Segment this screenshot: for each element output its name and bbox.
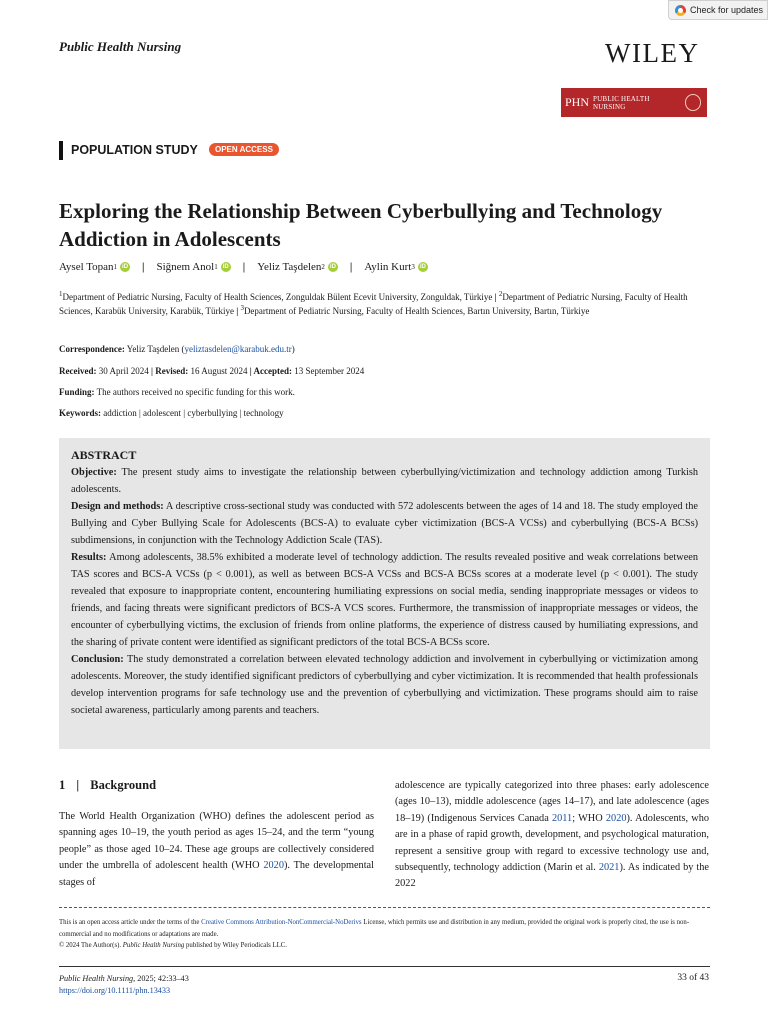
author[interactable]: Yeliz Taşdelen 2 iD	[257, 261, 336, 273]
author[interactable]: Aysel Topan 1 iD	[59, 261, 129, 273]
footer-citation	[59, 973, 189, 997]
citation-link[interactable]: 2021	[598, 862, 620, 874]
author[interactable]: Siğnem Anol 1 iD	[156, 261, 229, 273]
abstract-section-text: The study demonstrated a correlation between elevated technology addiction and involvement in cyberbullying or victimization among adolescents. Moreover, the study identified significant predictors of cyberbullying and cyber victimization. It is recommended that health professionals develop intervention programs for safe technology use and the prevention of cyberbullying and victimization. These programs should aim to raise societal awareness, particularly among parents and teachers.	[71, 654, 698, 716]
section-title: Background	[90, 778, 157, 792]
affiliation: Department of Pediatric Nursing, Faculty of Health Sciences, Zonguldak Bülent Ecevit University, Zonguldak, Türkiye	[62, 292, 493, 302]
affil-sup: 1	[59, 290, 63, 298]
body-text: ). As indicated by the 2022	[395, 862, 709, 890]
body-text: ). Adolescents, who are in a phase of rapid growth, development, and psychological maturation, represent a sensitive group with regard to excessive technology use and, subsequently, technology addiction (Marin et al.	[395, 812, 709, 874]
phn-logo-abbr: PHN	[565, 95, 590, 109]
author-name: Aylin Kurt	[364, 261, 412, 273]
author-separator: |	[349, 261, 353, 273]
publisher-logo[interactable]: WILEY	[605, 38, 700, 68]
correspondence-label: Correspondence:	[59, 344, 125, 354]
keywords-label: Keywords:	[59, 408, 101, 418]
funding	[59, 387, 295, 397]
abstract-section-text: A descriptive cross-sectional study was conducted with 572 adolescents between the ages of 14 and 18. The study employed the Bullying and Cyber Bullying Scale for Adolescents (BCS-A) to evaluate cyber victimization (BCS-A VCSs) and cyberbullying (BCS-A BCSs) subdimensions, in conjunction with the Technology Addiction Scale (TAS).	[71, 501, 698, 546]
citation-link[interactable]: 2020	[263, 860, 284, 872]
body-text: The World Health Organization (WHO) defines the adolescent period as spanning ages 10–19, the youth period as ages 15–24, and the term “young people” as those aged 10–24. These age groups are collectively considered under the umbrella of adolescent health (WHO	[59, 811, 374, 872]
journal-name: Public Health Nursing	[59, 39, 182, 54]
accepted-date: 13 September 2024	[294, 366, 365, 376]
article-title: Exploring the Relationship Between Cyberbullying and Technology Addiction in Adolescents	[59, 199, 663, 251]
phn-seal-icon	[685, 94, 701, 111]
citation-link[interactable]: 2011	[551, 812, 573, 824]
funding-label: Funding:	[59, 387, 95, 397]
footer-journal: Public Health Nursing	[59, 974, 134, 983]
article-type-bar	[59, 141, 63, 160]
keywords	[59, 408, 284, 418]
dates: Received: 30 April 2024 | Revised: 16 August 2024 | Accepted: 13 September 2024	[59, 366, 365, 376]
page-number: 33 of 43	[677, 973, 709, 983]
orcid-icon[interactable]: iD	[222, 264, 229, 270]
affil-sup: 2	[498, 290, 503, 298]
open-access-badge: OPEN ACCESS	[209, 143, 279, 156]
abstract-section-label: Design and methods:	[71, 501, 164, 512]
license-text: This is an open access article under the terms of the	[59, 919, 202, 926]
author-separator: |	[242, 261, 246, 273]
orcid-icon[interactable]: iD	[329, 264, 336, 270]
section-number: 1	[59, 778, 66, 792]
phn-logo-full: PUBLIC HEALTH NURSING	[593, 94, 650, 111]
abstract-section-label: Conclusion:	[71, 654, 124, 665]
article-type: POPULATION STUDY	[71, 143, 198, 157]
author-separator: |	[142, 261, 145, 273]
body-column-left	[59, 809, 374, 891]
abstract-section-text: The present study aims to investigate the relationship between cyberbullying/victimization and technology addiction among Turkish adolescents.	[71, 467, 699, 495]
license-notice	[59, 917, 710, 952]
affiliation: Department of Pediatric Nursing, Faculty of Health Sciences, Bartın University, Bartın, Türkiye	[243, 306, 590, 316]
revised-label: Revised:	[155, 366, 189, 376]
orcid-icon[interactable]: iD	[122, 264, 129, 270]
funding-text: The authors received no specific funding for this work.	[96, 387, 295, 397]
copyright-text: © 2024 The Author(s).	[59, 942, 123, 949]
abstract-section-label: Objective:	[71, 467, 117, 478]
phn-logo[interactable]	[561, 88, 707, 117]
abstract-box	[59, 438, 710, 749]
received-label: Received:	[59, 366, 97, 376]
affil-sup: 3	[240, 304, 244, 312]
correspondence-name: Yeliz Taşdelen	[126, 344, 180, 354]
body-text: ; WHO	[572, 812, 606, 824]
check-for-updates-label: Check for updates	[690, 5, 764, 15]
author[interactable]: Aylin Kurt 3 iD	[364, 261, 426, 273]
abstract-conclusion	[71, 651, 698, 719]
footer-volume: , 2025; 42:33–43	[133, 974, 189, 983]
section-heading: 1 | Background	[59, 778, 157, 792]
received-date: 30 April 2024	[98, 366, 149, 376]
correspondence: Correspondence: Yeliz Taşdelen (yeliztasdelen@karabuk.edu.tr)	[59, 344, 295, 354]
keywords-text: addiction | adolescent | cyberbullying | technology	[103, 408, 284, 418]
citation-link[interactable]: 2020	[605, 812, 627, 824]
body-text: adolescence are typically categorized into three phases: early adolescence (ages 10–13), middle adolescence (ages 14–17), and late adolescence (ages 18–19) (Indigenous Services Canada	[395, 780, 709, 824]
author-name: Aysel Topan	[59, 261, 114, 273]
affiliations: $^1$Department of Pediatric Nursing, Faculty of Health Sciences, Zonguldak Bülent Ecevit University, Zonguldak, Türkiye | $^2$Department of Pediatric Nursing, Faculty of Health Sciences, Karabük University, Karabük, Türkiye | $^3$Department of Pediatric Nursing, Faculty of Health Sciences, Bartın University, Bartın, Türkiye	[59, 290, 688, 316]
author-name: Siğnem Anol	[156, 261, 215, 273]
footer-divider	[59, 966, 710, 967]
abstract-results	[71, 549, 698, 651]
body-text: ). The developmental stages of	[59, 860, 374, 888]
license-link[interactable]: Creative Commons Attribution-NonCommercial-NoDerivs	[201, 919, 362, 926]
license-divider	[59, 907, 710, 908]
accepted-label: Accepted:	[253, 366, 292, 376]
orcid-icon[interactable]: iD	[419, 264, 426, 270]
check-for-updates-button[interactable]	[668, 0, 768, 20]
license-text: License, which permits use and distribution in any medium, provided the original work is properly cited, the use is non-commercial and no modifications or adaptations are made.	[59, 919, 690, 938]
revised-date: 16 August 2024	[190, 366, 248, 376]
doi-link[interactable]: https://doi.org/10.1111/phn.13433	[59, 986, 171, 995]
crossmark-icon	[675, 5, 686, 16]
correspondence-email[interactable]: yeliztasdelen@karabuk.edu.tr	[184, 344, 292, 354]
copyright-journal: Public Health Nursing	[122, 942, 185, 949]
abstract-section-label: Results:	[71, 552, 107, 563]
copyright-text: published by Wiley Periodicals LLC.	[184, 942, 288, 949]
abstract-methods	[71, 498, 698, 549]
abstract-heading: ABSTRACT	[71, 448, 137, 462]
author-list	[59, 261, 428, 273]
author-name: Yeliz Taşdelen	[257, 261, 322, 273]
abstract-objective	[71, 464, 698, 498]
abstract-section-text: Among adolescents, 38.5% exhibited a moderate level of technology addiction. The results revealed positive and weak correlations between TAS scores and BCS-A VCSs (p < 0.001), as well as between BCS-A VCSs and BCS-A BCSs scores at a moderate level (p < 0.001). The study revealed that exposure to inappropriate content, encountering humiliating expressions on social media, sending inappropriate messages or videos to friends, and facing threats were significant predictors of BCS-A VCS scores. Furthermore, the transmission of inappropriate messages or videos, the encounter of cyberbullying victims, the exclusion of friends from online platforms, the experience of distress caused by humiliating expressions, and the sharing of private content were identified as significant predictors of the total BCS-A BCSs score.	[71, 552, 698, 648]
affiliation: Department of Pediatric Nursing, Faculty of Health Sciences, Karabük University, Karabük, Türkiye	[59, 292, 688, 316]
body-column-right	[395, 778, 709, 893]
